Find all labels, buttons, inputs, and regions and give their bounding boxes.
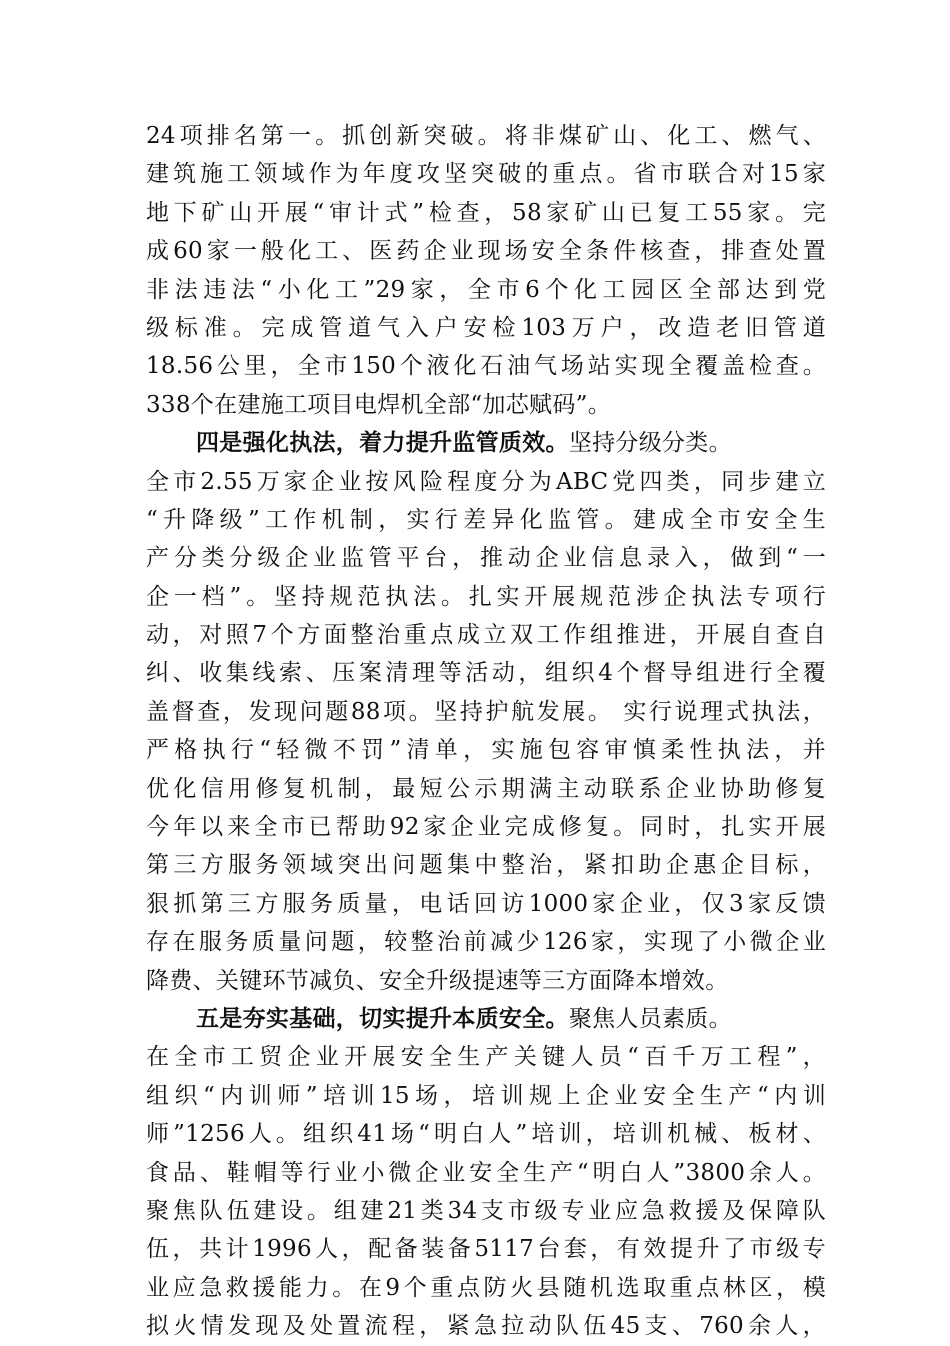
section4-first-line [146, 424, 826, 462]
text-line: 在全市工贸企业开展安全生产关键人员“百千万工程”， [146, 1044, 826, 1071]
section5-first-line [146, 1000, 826, 1038]
text-line: 338个在建施工项目电焊机全部“加芯赋码”。 [146, 391, 612, 418]
section5-heading: 五是夯实基础，切实提升本质安全。 [196, 1005, 569, 1032]
text-line: 业应急救援能力。在9个重点防火县随机选取重点林区，模 [146, 1274, 826, 1301]
text-line: 24项排名第一。抓创新突破。将非煤矿山、化工、燃气、 [146, 123, 826, 149]
text-line: 今年以来全市已帮助92家企业完成修复。同时，扎实开展 [146, 814, 826, 841]
text-line: 成60家一般化工、医药企业现场安全条件核查，排查处置 [146, 238, 826, 265]
text-line: 地下矿山开展“审计式”检查，58家矿山已复工55家。完 [146, 199, 826, 226]
text-line: “升降级”工作机制，实行差异化监管。建成全市安全生 [146, 506, 826, 533]
text-line: 降费、关键环节减负、安全升级提速等三方面降本增效。 [146, 967, 729, 994]
text-line: 级标准。完成管道气入户安检103万户，改造老旧管道 [146, 314, 826, 341]
text-line: 非法违法“小化工”29家，全市6个化工园区全部达到党 [146, 276, 826, 303]
document-body [146, 117, 826, 1346]
text-line: 盖督查，发现问题88项。坚持护航发展。 实行说理式执法， [146, 698, 826, 725]
text-line: 师”1256人。组织41场“明白人”培训，培训机械、板材、 [146, 1121, 826, 1148]
text-line: 存在服务质量问题，较整治前减少126家，实现了小微企业 [146, 929, 826, 956]
text-line: 企一档”。坚持规范执法。扎实开展规范涉企执法专项行 [146, 583, 826, 610]
text-line: 纠、收集线索、压案清理等活动，组织4个督导组进行全覆 [146, 660, 826, 687]
section4-first-line-rest: 坚持分级分类。 [568, 430, 732, 457]
text-line: 聚焦队伍建设。组建21类34支市级专业应急救援及保障队 [146, 1197, 826, 1224]
text-line: 全市2.55万家企业按风险程度分为ABC党四类，同步建立 [146, 468, 826, 495]
text-line: 组织“内训师”培训15场，培训规上企业安全生产“内训 [146, 1082, 826, 1109]
text-line: 建筑施工领域作为年度攻坚突破的重点。省市联合对15家 [146, 161, 826, 188]
section4-heading: 四是强化执法，着力提升监管质效。 [196, 430, 569, 457]
text-line: 18.56公里，全市150个液化石油气场站实现全覆盖检查。 [146, 353, 826, 380]
text-line: 食品、鞋帽等行业小微企业安全生产“明白人”3800余人。 [146, 1159, 826, 1186]
text-line: 狠抓第三方服务质量，电话回访1000家企业，仅3家反馈 [146, 890, 826, 917]
text-line: 严格执行“轻微不罚”清单，实施包容审慎柔性执法，并 [146, 737, 826, 764]
text-line: 拟火情发现及处置流程，紧急拉动队伍45支、760余人， [146, 1313, 826, 1340]
text-line: 产分类分级企业监管平台，推动企业信息录入，做到“一 [146, 545, 826, 572]
section5-first-line-rest: 聚焦人员素质。 [568, 1005, 732, 1032]
text-line: 第三方服务领域突出问题集中整治，紧扣助企惠企目标， [146, 852, 826, 879]
text-line: 优化信用修复机制，最短公示期满主动联系企业协助修复 [146, 775, 826, 802]
text-line: 伍，共计1996人，配备装备5117台套，有效提升了市级专 [146, 1236, 826, 1263]
text-line: 动，对照7个方面整治重点成立双工作组推进，开展自查自 [146, 622, 826, 649]
